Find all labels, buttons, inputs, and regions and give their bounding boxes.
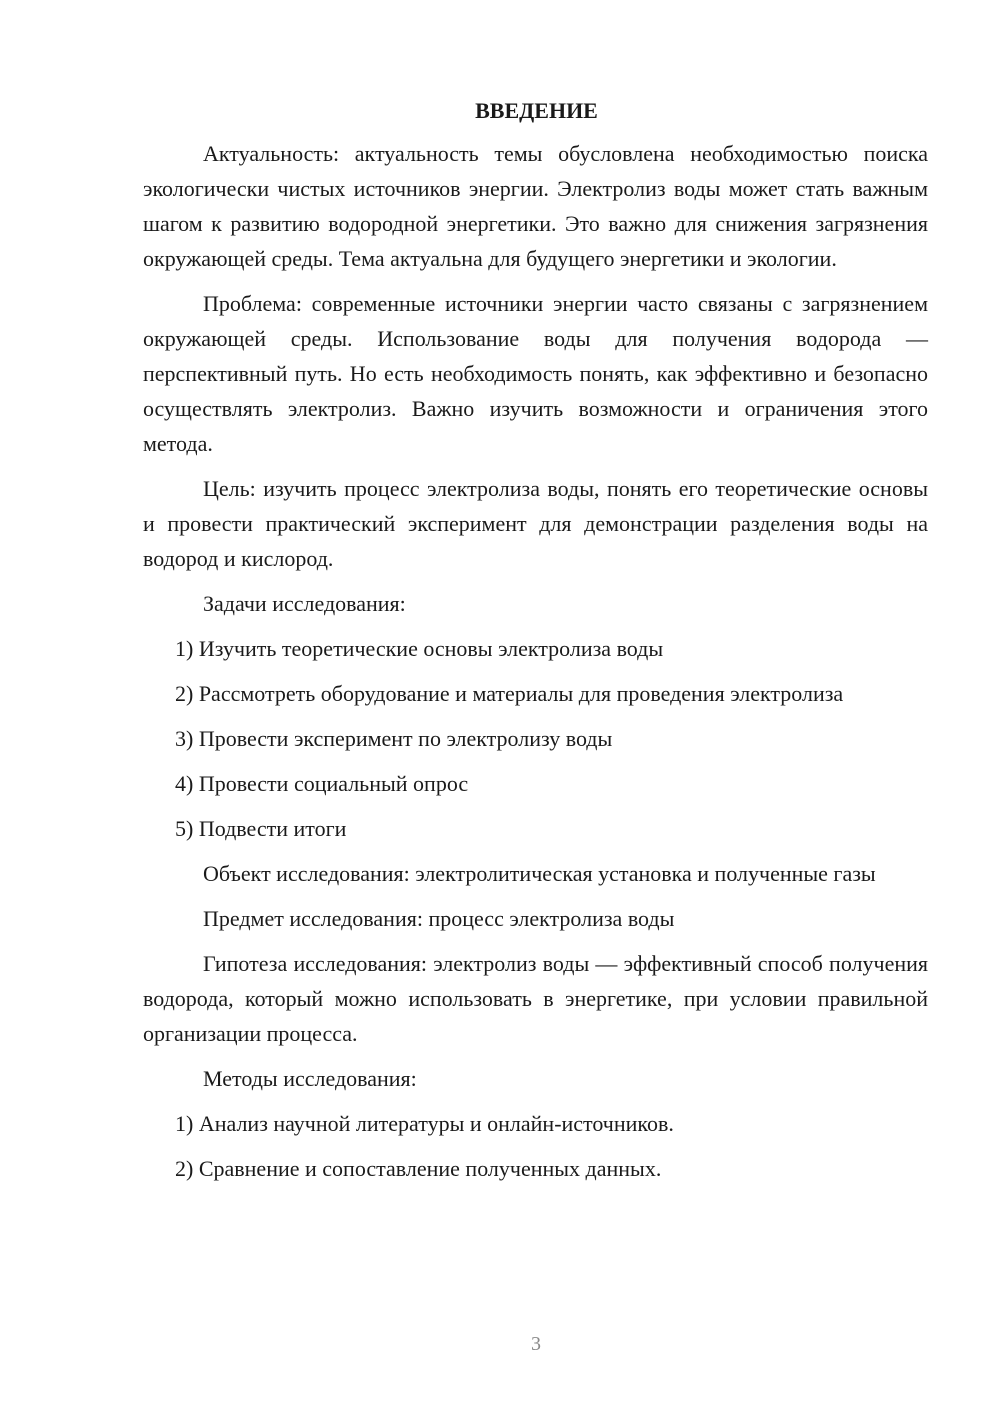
problem-paragraph: Проблема: современные источники энергии часто связаны с загрязнением окружающей среды. Использование воды для получения водорода — перспективный путь. Но есть необходимость понять, как эффективно и безопасно осуществлять электролиз. Важно изучить возможности и ограничения этого метода. — [143, 291, 928, 456]
task-item: 5) Подвести итоги — [175, 816, 347, 841]
hypothesis-paragraph: Гипотеза исследования: электролиз воды — эффективный способ получения водорода, который можно использовать в энергетике, при условии правильной организации процесса. — [143, 951, 928, 1046]
task-item: 3) Провести эксперимент по электролизу воды — [175, 726, 613, 751]
task-item: 2) Рассмотреть оборудование и материалы для проведения электролиза — [175, 681, 844, 706]
object-paragraph: Объект исследования: электролитическая установка и полученные газы — [203, 861, 876, 886]
methods-title: Методы исследования: — [203, 1066, 417, 1091]
page-content — [143, 92, 928, 1196]
method-item: 1) Анализ научной литературы и онлайн-источников. — [175, 1111, 674, 1136]
task-item: 4) Провести социальный опрос — [175, 771, 469, 796]
tasks-title: Задачи исследования: — [203, 591, 406, 616]
method-item: 2) Сравнение и сопоставление полученных данных. — [175, 1156, 662, 1181]
page-number: 3 — [531, 1333, 541, 1355]
task-item: 1) Изучить теоретические основы электролиза воды — [175, 636, 664, 661]
subject-paragraph: Предмет исследования: процесс электролиза воды — [203, 906, 675, 931]
goal-paragraph: Цель: изучить процесс электролиза воды, понять его теоретические основы и провести практический эксперимент для демонстрации разделения воды на водород и кислород. — [143, 476, 928, 571]
section-heading: ВВЕДЕНИЕ — [475, 98, 598, 123]
relevance-paragraph: Актуальность: актуальность темы обусловлена необходимостью поиска экологически чистых источников энергии. Электролиз воды может стать важным шагом к развитию водородной энергетики. Это важно для снижения загрязнения окружающей среды. Тема актуальна для будущего энергетики и экологии. — [143, 141, 928, 271]
